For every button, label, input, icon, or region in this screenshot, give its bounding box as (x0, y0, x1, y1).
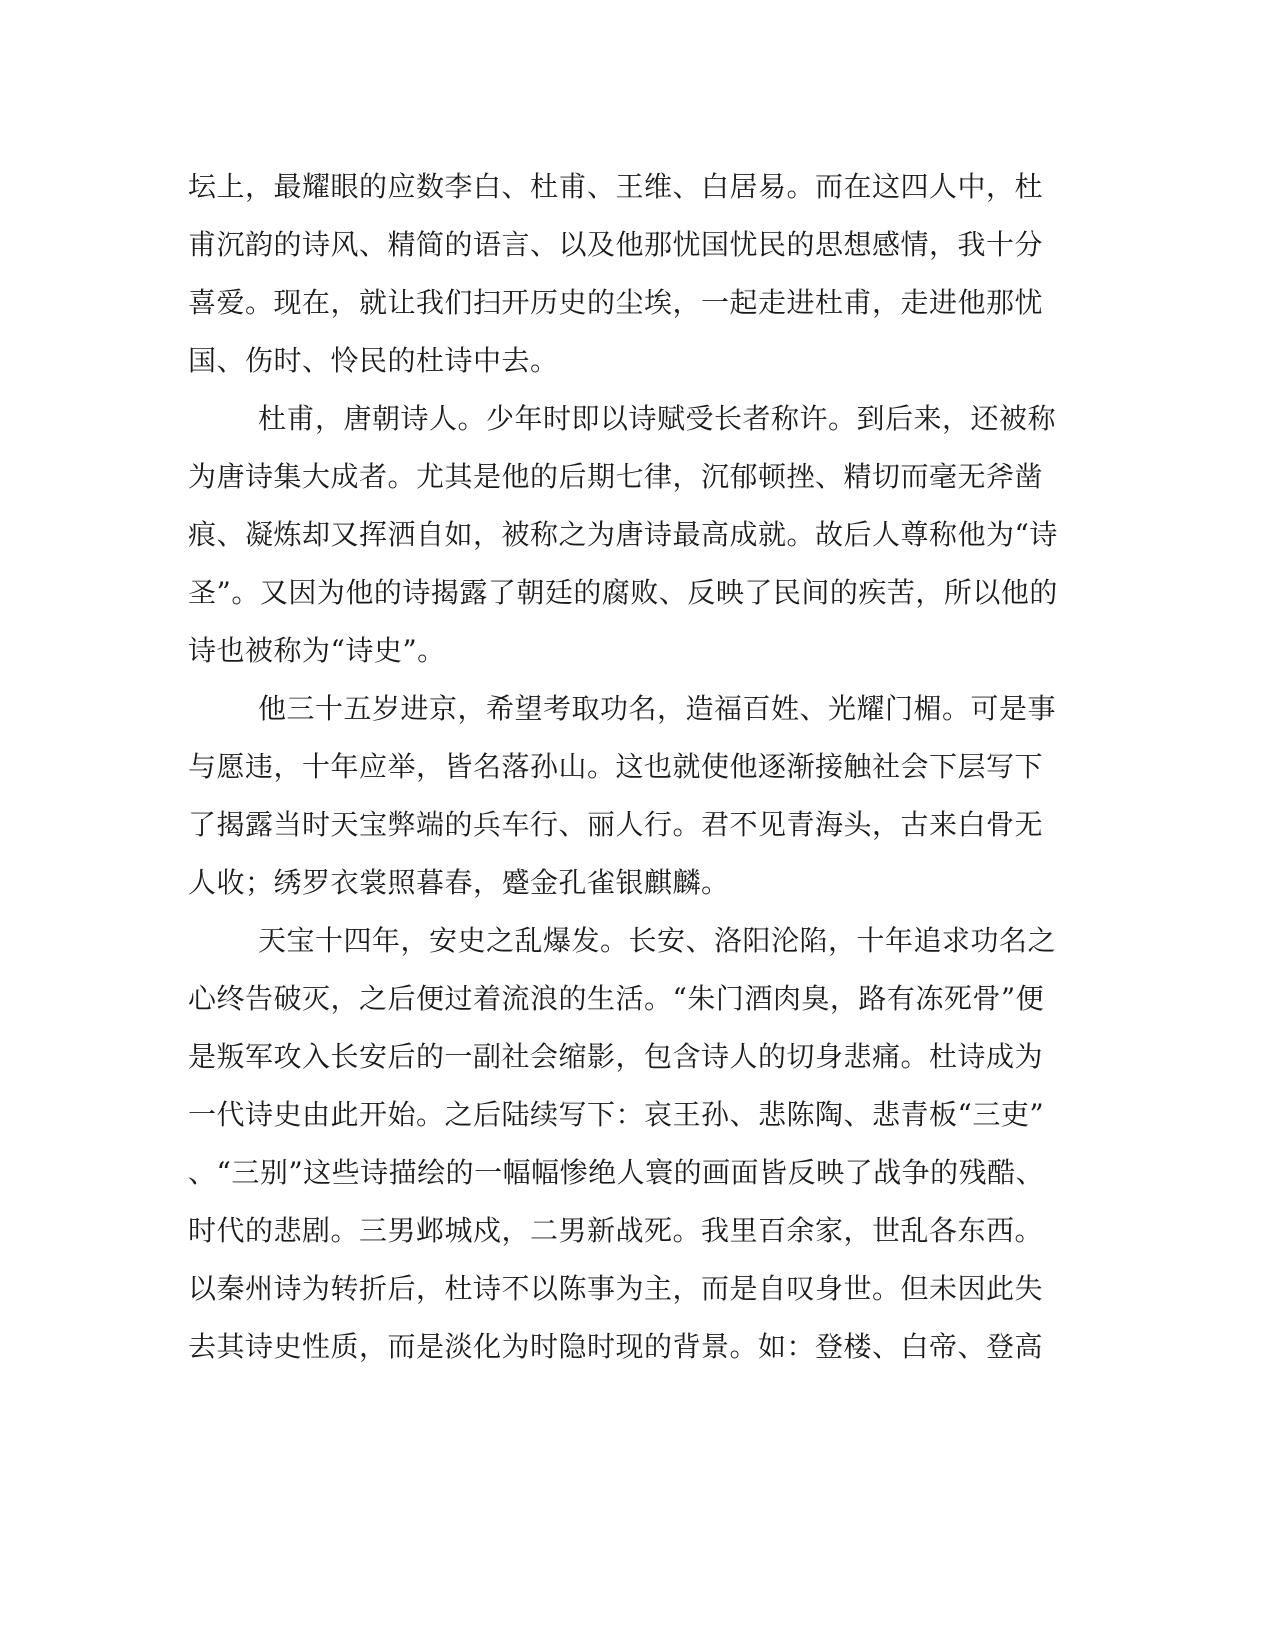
text-line: 诗也被称为“诗史”。 (188, 634, 446, 667)
text-line: 去其诗史性质，而是淡化为时隐时现的背景。如：登楼、白帝、登高 (188, 1330, 1044, 1363)
body-text (188, 158, 1068, 1376)
text-line: 以秦州诗为转折后，杜诗不以陈事为主，而是自叹身世。但未因此失 (188, 1272, 1044, 1305)
paragraph-first-line: 杜甫，唐朝诗人。少年时即以诗赋受长者称许。到后来，还被称 (258, 402, 1057, 435)
text-line: 、“三别”这些诗描绘的一幅幅惨绝人寰的画面皆反映了战争的残酷、 (188, 1156, 1045, 1189)
text-line: 时代的悲剧。三男邺城戍，二男新战死。我里百余家，世乱各东西。 (188, 1214, 1044, 1247)
paragraph-first-line: 天宝十四年，安史之乱爆发。长安、洛阳沦陷，十年追求功名之 (258, 924, 1057, 957)
text-line: 喜爱。现在，就让我们扫开历史的尘埃，一起走进杜甫，走进他那忧 (188, 286, 1044, 319)
text-line: 了揭露当时天宝弊端的兵车行、丽人行。君不见青海头，古来白骨无 (188, 808, 1044, 841)
text-line: 痕、凝炼却又挥洒自如，被称之为唐诗最高成就。故后人尊称他为“诗 (188, 518, 1058, 551)
text-line: 国、伤时、怜民的杜诗中去。 (188, 344, 559, 377)
paragraph-first-line: 他三十五岁进京，希望考取功名，造福百姓、光耀门楣。可是事 (258, 692, 1057, 725)
text-line: 与愿违，十年应举，皆名落孙山。这也就使他逐渐接触社会下层写下 (188, 750, 1044, 783)
text-line: 心终告破灭，之后便过着流浪的生活。“朱门酒肉臭，路有冻死骨”便 (188, 982, 1045, 1015)
text-line: 坛上，最耀眼的应数李白、杜甫、王维、白居易。而在这四人中，杜 (188, 170, 1044, 203)
text-line: 是叛军攻入长安后的一副社会缩影，包含诗人的切身悲痛。杜诗成为 (188, 1040, 1044, 1073)
text-line: 甫沉韵的诗风、精简的语言、以及他那忧国忧民的思想感情，我十分 (188, 228, 1044, 261)
text-line: 圣”。又因为他的诗揭露了朝廷的腐败、反映了民间的疾苦，所以他的 (188, 576, 1058, 609)
text-line: 一代诗史由此开始。之后陆续写下：哀王孙、悲陈陶、悲青板“三吏” (188, 1098, 1045, 1131)
text-line: 人收；绣罗衣裳照暮春，蹙金孔雀银麒麟。 (188, 866, 730, 899)
text-line: 为唐诗集大成者。尤其是他的后期七律，沉郁顿挫、精切而毫无斧凿 (188, 460, 1044, 493)
